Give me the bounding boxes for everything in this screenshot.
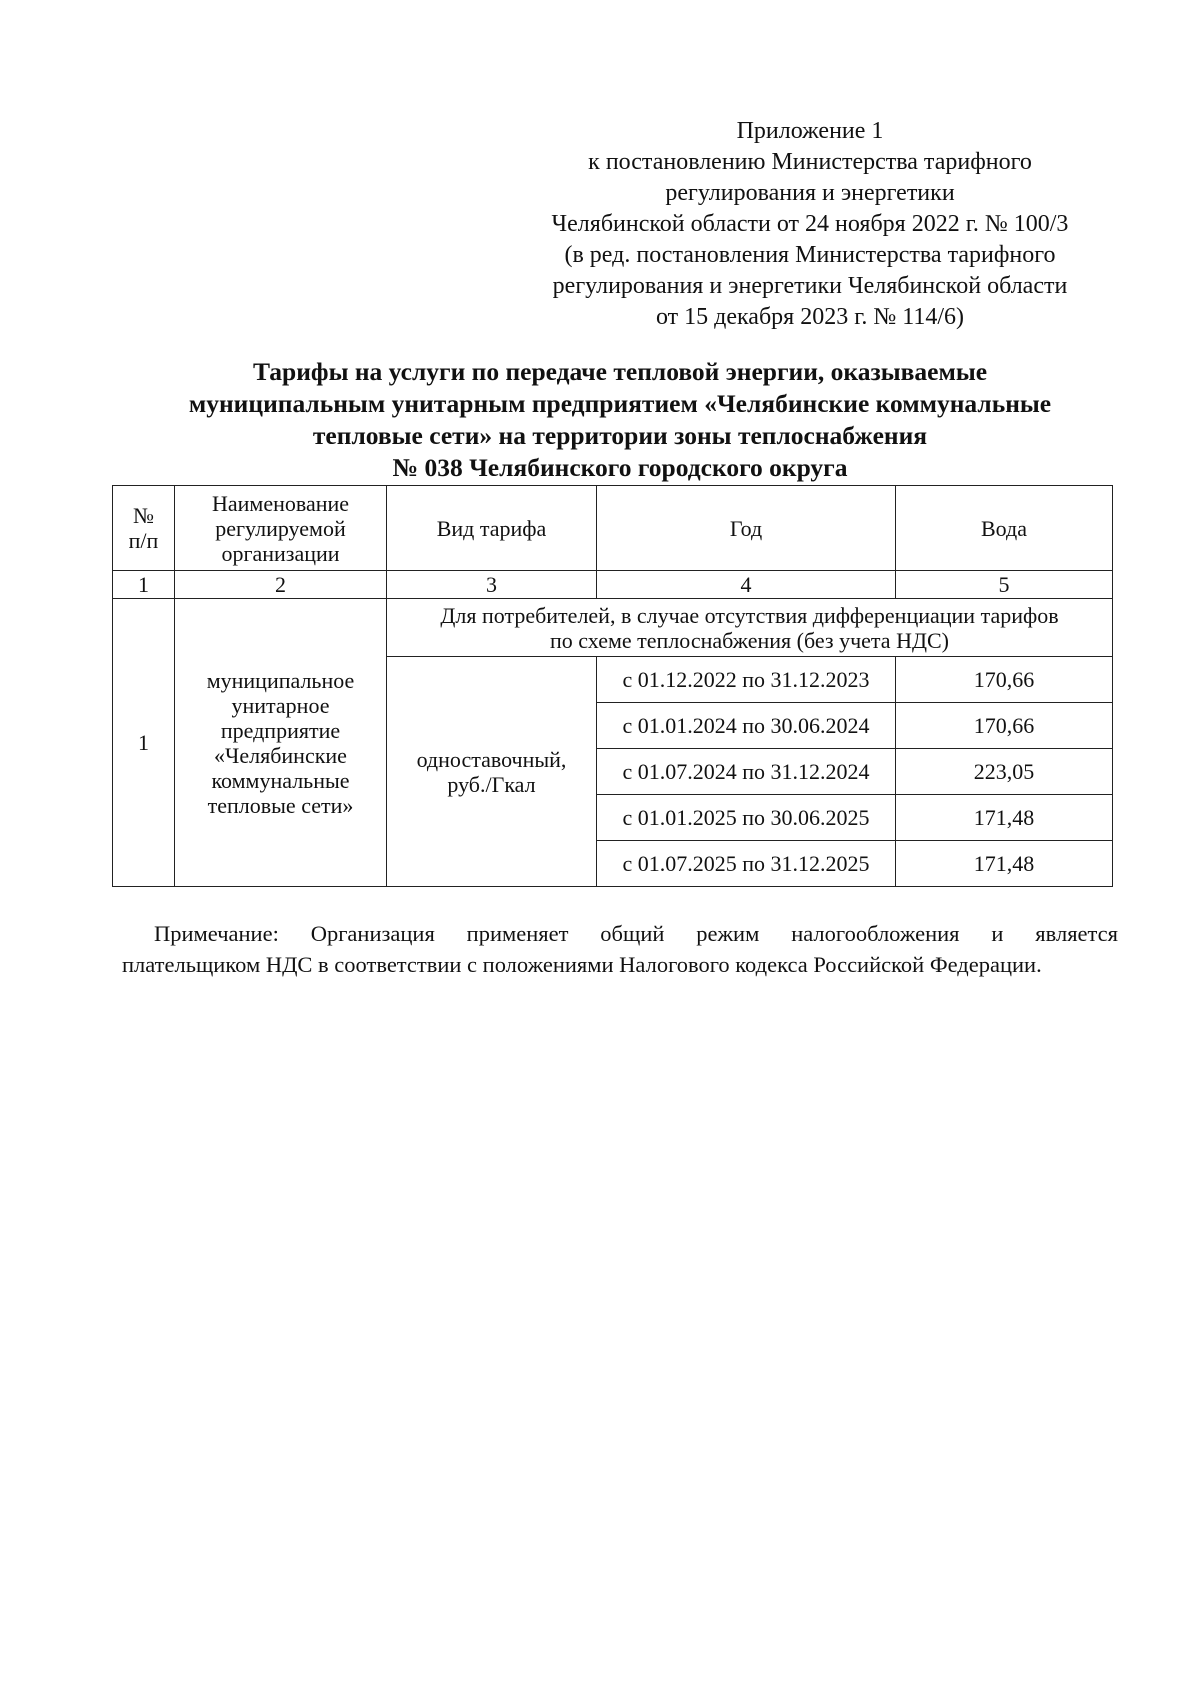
value-cell: 170,66 [896, 703, 1113, 749]
period-cell: с 01.01.2025 по 30.06.2025 [597, 795, 896, 841]
header-org-line: Наименование [211, 490, 350, 516]
header-org-line: организации [221, 540, 340, 566]
org-name-line: унитарное [231, 692, 330, 718]
consumer-note-line: по схеме теплоснабжения (без учета НДС) [550, 627, 949, 653]
appendix-header [520, 116, 1100, 333]
value-cell: 170,66 [896, 657, 1113, 703]
appendix-line: к постановлению Министерства тарифного [588, 149, 1032, 175]
period-cell: с 01.01.2024 по 30.06.2024 [597, 703, 896, 749]
column-number: 5 [896, 571, 1113, 599]
header-org-line: регулируемой [215, 515, 346, 541]
header-org [175, 486, 387, 571]
org-name-line: муниципальное [206, 667, 355, 693]
org-name-line: тепловые сети» [207, 792, 354, 818]
header-num-line: п/п [128, 528, 159, 553]
column-number: 1 [113, 571, 175, 599]
header-tariff-type: Вид тарифа [387, 486, 597, 571]
header-water: Вода [896, 486, 1113, 571]
title-line: Тарифы на услуги по передаче тепловой энергии, оказываемые [252, 357, 988, 386]
header-row [113, 486, 1113, 571]
table-row [113, 599, 1113, 657]
title-line: муниципальным унитарным предприятием «Челябинские коммунальные [188, 389, 1052, 418]
document-title [110, 356, 1130, 484]
consumer-note [387, 599, 1113, 657]
footnote [122, 918, 1118, 980]
period-cell: с 01.07.2024 по 31.12.2024 [597, 749, 896, 795]
column-number-row [113, 571, 1113, 599]
org-name-line: коммунальные [211, 767, 350, 793]
header-num-line: № [133, 503, 154, 528]
tariff-type [387, 657, 597, 887]
footnote-line: Примечание: Организация применяет общий режим налогообложения и является [154, 921, 1118, 946]
header-num [113, 486, 175, 571]
title-line: № 038 Челябинского городского округа [392, 453, 848, 482]
tariff-type-line: руб./Гкал [447, 771, 536, 797]
column-number: 4 [597, 571, 896, 599]
column-number: 2 [175, 571, 387, 599]
period-cell: с 01.12.2022 по 31.12.2023 [597, 657, 896, 703]
header-year: Год [597, 486, 896, 571]
value-cell: 223,05 [896, 749, 1113, 795]
org-name [175, 599, 387, 887]
value-cell: 171,48 [896, 795, 1113, 841]
tariff-type-line: одноставочный, [416, 746, 567, 772]
appendix-line: Челябинской области от 24 ноября 2022 г. № 100/3 [551, 211, 1069, 237]
row-number: 1 [113, 599, 175, 887]
appendix-line: (в ред. постановления Министерства тарифного [564, 242, 1056, 268]
appendix-line: регулирования и энергетики Челябинской области [552, 273, 1068, 299]
value-cell: 171,48 [896, 841, 1113, 887]
consumer-note-line: Для потребителей, в случае отсутствия дифференциации тарифов [440, 602, 1059, 628]
title-line: тепловые сети» на территории зоны теплоснабжения [312, 421, 928, 450]
appendix-line: от 15 декабря 2023 г. № 114/6) [655, 304, 965, 330]
footnote-line: плательщиком НДС в соответствии с положениями Налогового кодекса Российской Федерации. [122, 952, 1042, 977]
column-number: 3 [387, 571, 597, 599]
tariff-table [112, 485, 1113, 887]
appendix-line: регулирования и энергетики [665, 180, 955, 206]
appendix-line: Приложение 1 [736, 118, 884, 144]
period-cell: с 01.07.2025 по 31.12.2025 [597, 841, 896, 887]
org-name-line: предприятие [220, 717, 341, 743]
org-name-line: «Челябинские [214, 742, 347, 768]
